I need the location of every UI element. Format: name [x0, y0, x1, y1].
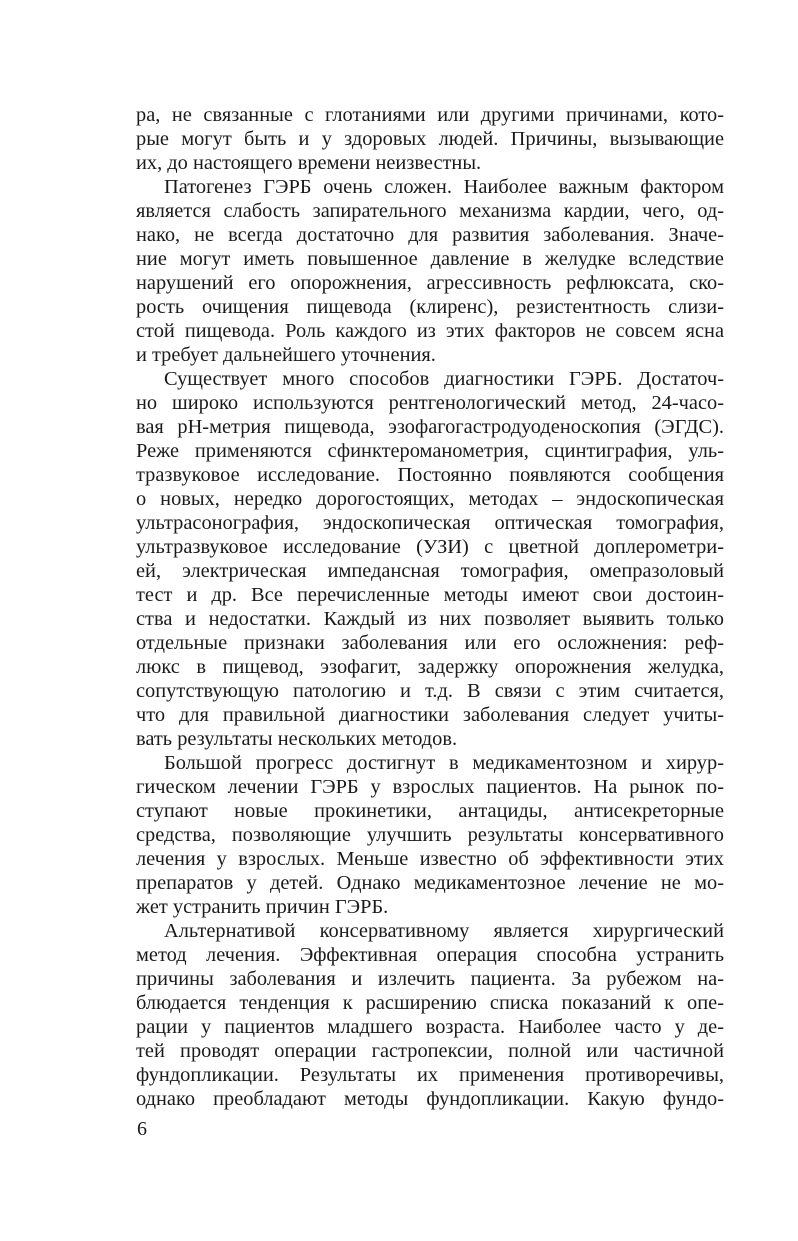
text-line: ства и недостатки. Каждый из них позволяет выявить только	[136, 608, 724, 630]
text-line: является слабость запирательного механизма кардии, чего, од-	[136, 200, 724, 222]
text-line: рость очищения пищевода (клиренс), резистентность слизи-	[136, 296, 724, 318]
text-line: рые могут быть и у здоровых людей. Причины, вызывающие	[136, 128, 724, 150]
text-line: рации у пациентов младшего возраста. Наиболее часто у де-	[136, 1016, 724, 1038]
text-line: жет устранить причин ГЭРБ.	[136, 896, 389, 918]
text-line: нако, не всегда достаточно для развития заболевания. Значе-	[136, 224, 724, 246]
text-line: но широко используются рентгенологический метод, 24-часо-	[136, 392, 724, 414]
paragraph-pathogenesis	[136, 175, 724, 367]
text-line: тест и др. Все перечисленные методы имеют свои достоин-	[136, 584, 724, 606]
text-line: Реже применяются сфинктероманометрия, сцинтиграфия, уль-	[136, 440, 724, 462]
text-line: причины заболевания и излечить пациента. За рубежом на-	[136, 968, 724, 990]
text-line: препаратов у детей. Однако медикаментозное лечение не мо-	[136, 872, 724, 894]
text-line: вать результаты нескольких методов.	[136, 728, 458, 750]
page-number: 6	[137, 1118, 147, 1140]
text-line: Патогенез ГЭРБ очень сложен. Наиболее важным фактором	[164, 176, 724, 198]
text-line: лечения у взрослых. Меньше известно об эффективности этих	[136, 848, 724, 870]
text-line: блюдается тенденция к расширению списка показаний к опе-	[136, 992, 724, 1014]
text-line: ступают новые прокинетики, антациды, антисекреторные	[136, 800, 724, 822]
paragraph-continued	[136, 103, 724, 175]
text-line: отдельные признаки заболевания или его осложнения: реф-	[136, 632, 724, 654]
text-line: о новых, нередко дорогостоящих, методах – эндоскопическая	[136, 488, 724, 510]
paragraph-treatment	[136, 751, 724, 919]
text-line: люкс в пищевод, эзофагит, задержку опорожнения желудка,	[136, 656, 724, 678]
paragraph-diagnostics	[136, 367, 724, 751]
page-body	[136, 103, 724, 1111]
text-line: нарушений его опорожнения, агрессивность рефлюксата, ско-	[136, 272, 724, 294]
text-line: их, до настоящего времени неизвестны.	[136, 152, 482, 174]
text-line: вая рН-метрия пищевода, эзофагогастродуоденоскопия (ЭГДС).	[136, 416, 724, 438]
text-line: ние могут иметь повышенное давление в желудке вследствие	[136, 248, 724, 270]
text-line: стой пищевода. Роль каждого из этих факторов не совсем ясна	[136, 320, 724, 342]
text-line: Существует много способов диагностики ГЭРБ. Достаточ-	[164, 368, 724, 390]
text-line: фундопликации. Результаты их применения противоречивы,	[136, 1064, 724, 1086]
text-line: Альтернативой консервативному является хирургический	[164, 920, 724, 942]
paragraph-surgery	[136, 919, 724, 1111]
text-line: ей, электрическая импедансная томография, омепразоловый	[136, 560, 724, 582]
text-line: ра, не связанные с глотаниями или другими причинами, кото-	[136, 104, 724, 126]
text-line: ультразвуковое исследование (УЗИ) с цветной доплерометри-	[136, 536, 724, 558]
text-line: тразвуковое исследование. Постоянно появляются сообщения	[136, 464, 724, 486]
text-line: и требует дальнейшего уточнения.	[136, 344, 436, 366]
text-line: Большой прогресс достигнут в медикаментозном и хирур-	[164, 752, 724, 774]
text-line: гическом лечении ГЭРБ у взрослых пациентов. На рынок по-	[136, 776, 724, 798]
text-line: средства, позволяющие улучшить результаты консервативного	[136, 824, 724, 846]
text-line: метод лечения. Эффективная операция способна устранить	[136, 944, 724, 966]
text-line: что для правильной диагностики заболевания следует учиты-	[136, 704, 724, 726]
text-line: сопутствующую патологию и т.д. В связи с этим считается,	[136, 680, 724, 702]
text-line: тей проводят операции гастропексии, полной или частичной	[136, 1040, 724, 1062]
text-line: однако преобладают методы фундопликации. Какую фундо-	[136, 1088, 724, 1110]
text-line: ультрасонография, эндоскопическая оптическая томография,	[136, 512, 724, 534]
